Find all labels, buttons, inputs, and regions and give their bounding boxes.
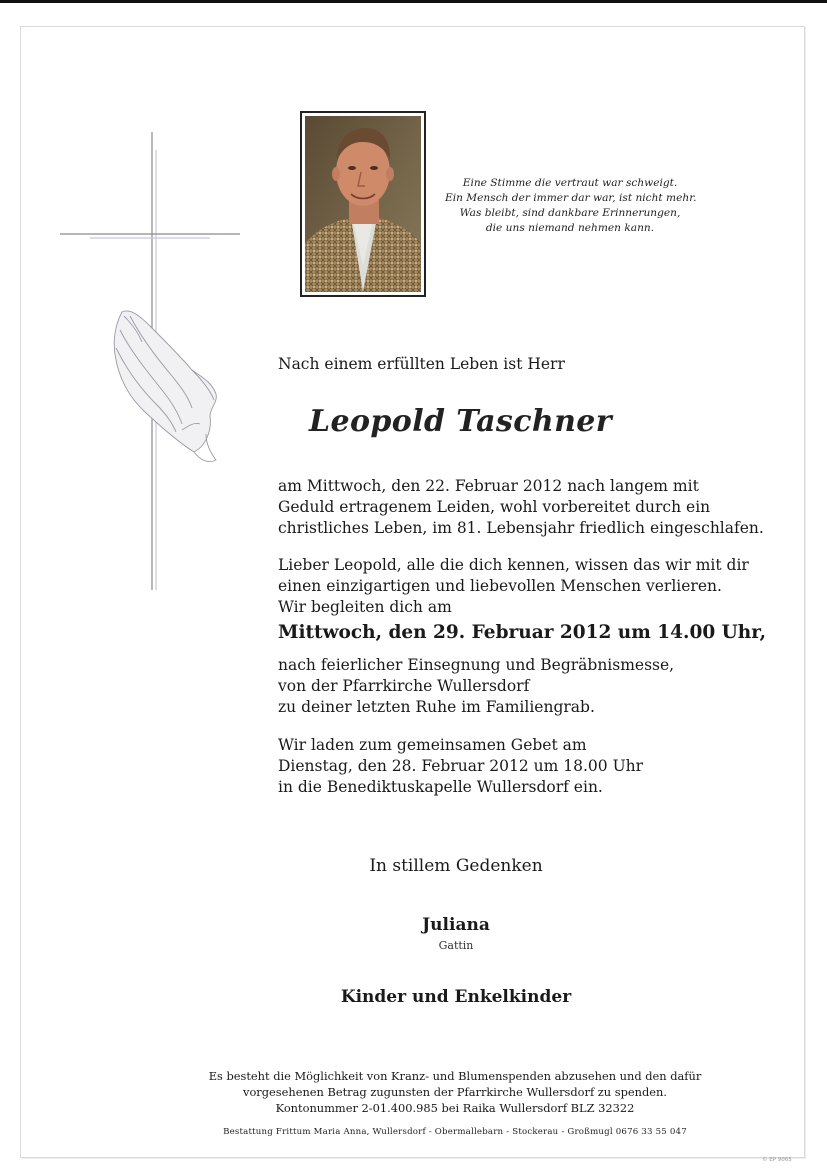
- portrait-photo-frame: [300, 111, 426, 297]
- text-line: von der Pfarrkirche Wullersdorf: [278, 677, 530, 695]
- text-line: nach feierlicher Einsegnung und Begräbnismesse,: [278, 656, 675, 674]
- text-line: in die Benediktuskapelle Wullersdorf ein.: [278, 778, 603, 796]
- print-code: © EP 9065: [762, 1157, 792, 1163]
- text-line: Lieber Leopold, alle die dich kennen, wissen das wir mit dir: [278, 556, 749, 574]
- closing-phrase: In stillem Gedenken: [369, 856, 543, 876]
- funeral-date: Mittwoch, den 29. Februar 2012 um 14.00 Uhr,: [278, 622, 767, 643]
- text-line: vorgesehenen Betrag zugunsten der Pfarrkirche Wullersdorf zu spenden.: [243, 1085, 667, 1099]
- memorial-poem: [445, 176, 695, 236]
- text-line: am Mittwoch, den 22. Februar 2012 nach langem mit: [278, 477, 699, 495]
- prayer-invitation-paragraph: [278, 735, 643, 798]
- undertaker-footer: Bestattung Frittum Maria Anna, Wullersdorf - Obermallebarn - Stockerau - Großmugl 0676 33 55 047: [223, 1127, 687, 1137]
- text-line: Geduld ertragenem Leiden, wohl vorbereitet durch ein: [278, 498, 711, 516]
- text-line: einen einzigartigen und liebevollen Menschen verlieren.: [278, 577, 722, 595]
- mourner-name: Juliana: [422, 915, 490, 935]
- poem-line: Eine Stimme die vertraut war schweigt.: [462, 177, 678, 189]
- portrait-photo: [305, 116, 421, 292]
- text-line: zu deiner letzten Ruhe im Familiengrab.: [278, 698, 595, 716]
- poem-line: Was bleibt, sind dankbare Erinnerungen,: [459, 207, 681, 219]
- intro-text: Nach einem erfüllten Leben ist Herr: [278, 355, 565, 373]
- poem-line: die uns niemand nehmen kann.: [485, 222, 655, 234]
- text-line: Es besteht die Möglichkeit von Kranz- und Blumenspenden abzusehen und den dafür: [208, 1069, 702, 1083]
- page-top-edge: [0, 0, 827, 3]
- mourner-role: Gattin: [438, 939, 474, 952]
- farewell-paragraph: [278, 555, 749, 618]
- text-line: Dienstag, den 28. Februar 2012 um 18.00 Uhr: [278, 757, 644, 775]
- cross-with-praying-hands-icon: [60, 130, 260, 600]
- deceased-name: Leopold Taschner: [309, 404, 612, 439]
- donation-notice: [180, 1068, 730, 1116]
- death-announcement-paragraph: [278, 476, 764, 539]
- poem-line: Ein Mensch der immer dar war, ist nicht mehr.: [445, 192, 697, 204]
- text-line: Wir begleiten dich am: [278, 598, 452, 616]
- text-line: Kontonummer 2-01.400.985 bei Raika Wullersdorf BLZ 32322: [275, 1101, 635, 1115]
- family-mourners: Kinder und Enkelkinder: [340, 987, 572, 1007]
- text-line: Wir laden zum gemeinsamen Gebet am: [278, 736, 587, 754]
- funeral-details-paragraph: [278, 655, 674, 718]
- text-line: christliches Leben, im 81. Lebensjahr friedlich eingeschlafen.: [278, 519, 764, 537]
